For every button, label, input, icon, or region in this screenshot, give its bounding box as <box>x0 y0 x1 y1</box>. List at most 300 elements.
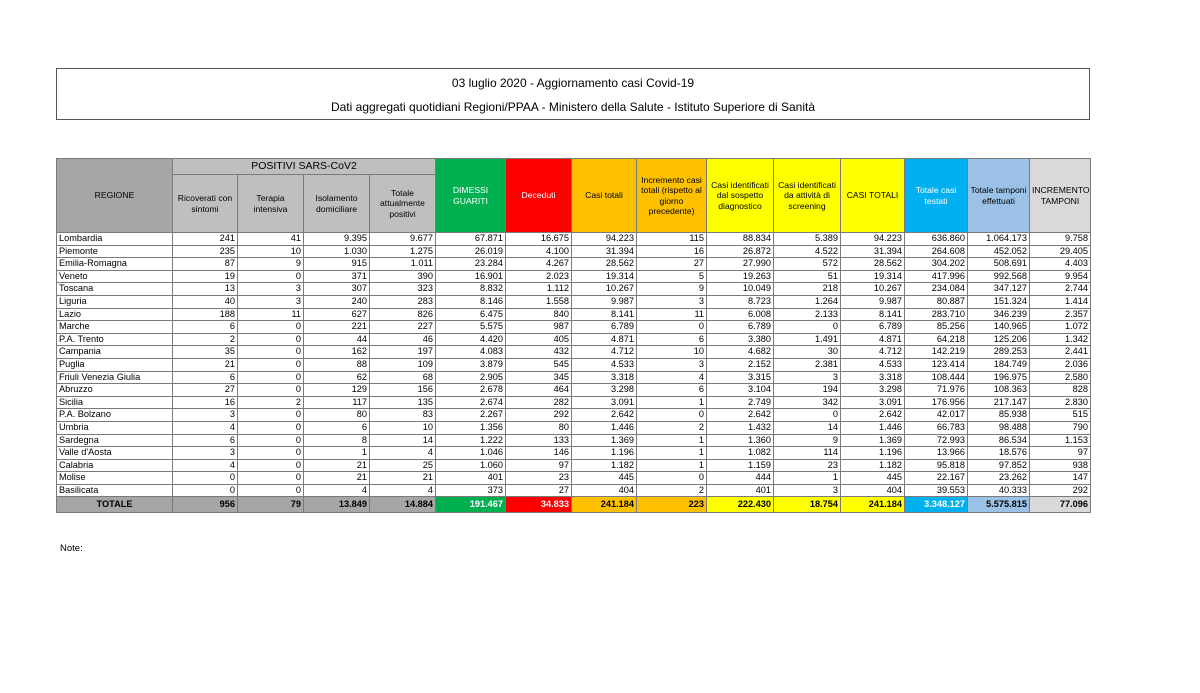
region-name-cell: Calabria <box>57 459 173 472</box>
value-cell: 1.275 <box>370 245 436 258</box>
value-cell: 1.046 <box>436 447 506 460</box>
value-cell: 140.965 <box>968 321 1030 334</box>
value-cell: 545 <box>506 358 572 371</box>
value-cell: 3 <box>238 295 304 308</box>
value-cell: 828 <box>1030 384 1091 397</box>
value-cell: 452.052 <box>968 245 1030 258</box>
header-casi-testati: Totale casi testati <box>905 159 968 233</box>
table-row <box>57 258 1091 271</box>
value-cell: 1.159 <box>707 459 774 472</box>
value-cell: 221 <box>304 321 370 334</box>
value-cell: 283.710 <box>905 308 968 321</box>
value-cell: 1.030 <box>304 245 370 258</box>
value-cell: 2.267 <box>436 409 506 422</box>
region-name-cell: P.A. Trento <box>57 333 173 346</box>
value-cell: 289.253 <box>968 346 1030 359</box>
value-cell: 2.642 <box>707 409 774 422</box>
value-cell: 4 <box>637 371 707 384</box>
table-row <box>57 358 1091 371</box>
value-cell: 840 <box>506 308 572 321</box>
value-cell: 1.082 <box>707 447 774 460</box>
value-cell: 6.008 <box>707 308 774 321</box>
region-name-cell: Lazio <box>57 308 173 321</box>
region-name-cell: Marche <box>57 321 173 334</box>
value-cell: 98.488 <box>968 421 1030 434</box>
table-row <box>57 371 1091 384</box>
total-row <box>57 497 1091 513</box>
value-cell: 62 <box>304 371 370 384</box>
value-cell: 2.905 <box>436 371 506 384</box>
value-cell: 27 <box>637 258 707 271</box>
report-title-box <box>56 68 1090 120</box>
value-cell: 6.475 <box>436 308 506 321</box>
value-cell: 0 <box>238 421 304 434</box>
value-cell: 404 <box>572 484 637 497</box>
value-cell: 72.993 <box>905 434 968 447</box>
table-row <box>57 321 1091 334</box>
value-cell: 6.789 <box>841 321 905 334</box>
region-name-cell: Piemonte <box>57 245 173 258</box>
value-cell: 0 <box>774 321 841 334</box>
value-cell: 16.901 <box>436 270 506 283</box>
value-cell: 129 <box>304 384 370 397</box>
value-cell: 445 <box>572 472 637 485</box>
value-cell: 8.723 <box>707 295 774 308</box>
value-cell: 10.267 <box>572 283 637 296</box>
total-value-cell: 79 <box>238 497 304 513</box>
value-cell: 16 <box>173 396 238 409</box>
table-row <box>57 434 1091 447</box>
value-cell: 3 <box>173 447 238 460</box>
value-cell: 13 <box>173 283 238 296</box>
value-cell: 9.987 <box>841 295 905 308</box>
value-cell: 0 <box>238 384 304 397</box>
value-cell: 27 <box>173 384 238 397</box>
value-cell: 97.852 <box>968 459 1030 472</box>
value-cell: 94.223 <box>572 233 637 246</box>
value-cell: 5.389 <box>774 233 841 246</box>
value-cell: 13.966 <box>905 447 968 460</box>
notes-label: Note: <box>60 543 83 554</box>
value-cell: 6 <box>173 434 238 447</box>
value-cell: 1.060 <box>436 459 506 472</box>
value-cell: 21 <box>304 459 370 472</box>
value-cell: 938 <box>1030 459 1091 472</box>
value-cell: 3.091 <box>572 396 637 409</box>
value-cell: 194 <box>774 384 841 397</box>
value-cell: 0 <box>238 447 304 460</box>
total-value-cell: 14.884 <box>370 497 436 513</box>
value-cell: 8 <box>304 434 370 447</box>
value-cell: 21 <box>370 472 436 485</box>
value-cell: 283 <box>370 295 436 308</box>
value-cell: 915 <box>304 258 370 271</box>
value-cell: 196.975 <box>968 371 1030 384</box>
total-value-cell: 13.849 <box>304 497 370 513</box>
value-cell: 1.558 <box>506 295 572 308</box>
value-cell: 19 <box>173 270 238 283</box>
total-value-cell: 3.348.127 <box>905 497 968 513</box>
value-cell: 9 <box>637 283 707 296</box>
value-cell: 227 <box>370 321 436 334</box>
value-cell: 987 <box>506 321 572 334</box>
value-cell: 5.575 <box>436 321 506 334</box>
header-terapia-intensiva: Terapia intensiva <box>238 175 304 233</box>
value-cell: 11 <box>637 308 707 321</box>
value-cell: 51 <box>774 270 841 283</box>
value-cell: 64.218 <box>905 333 968 346</box>
header-casi-totali-2: CASI TOTALI <box>841 159 905 233</box>
value-cell: 241 <box>173 233 238 246</box>
value-cell: 826 <box>370 308 436 321</box>
value-cell: 80 <box>304 409 370 422</box>
value-cell: 0 <box>774 409 841 422</box>
value-cell: 1.369 <box>841 434 905 447</box>
value-cell: 39.553 <box>905 484 968 497</box>
value-cell: 176.956 <box>905 396 968 409</box>
value-cell: 0 <box>173 472 238 485</box>
value-cell: 10.049 <box>707 283 774 296</box>
value-cell: 346.239 <box>968 308 1030 321</box>
value-cell: 1.222 <box>436 434 506 447</box>
value-cell: 14 <box>370 434 436 447</box>
value-cell: 6 <box>173 371 238 384</box>
value-cell: 97 <box>506 459 572 472</box>
covid-data-table <box>56 158 1091 513</box>
table-row <box>57 447 1091 460</box>
value-cell: 1.153 <box>1030 434 1091 447</box>
value-cell: 8.146 <box>436 295 506 308</box>
value-cell: 125.206 <box>968 333 1030 346</box>
value-cell: 2.580 <box>1030 371 1091 384</box>
value-cell: 1.182 <box>841 459 905 472</box>
value-cell: 2.678 <box>436 384 506 397</box>
value-cell: 80.887 <box>905 295 968 308</box>
value-cell: 10 <box>238 245 304 258</box>
value-cell: 0 <box>173 484 238 497</box>
value-cell: 4.420 <box>436 333 506 346</box>
value-cell: 636.860 <box>905 233 968 246</box>
value-cell: 1.112 <box>506 283 572 296</box>
value-cell: 1.446 <box>841 421 905 434</box>
total-value-cell: 223 <box>637 497 707 513</box>
value-cell: 404 <box>841 484 905 497</box>
header-isolamento: Isolamento domiciliare <box>304 175 370 233</box>
value-cell: 1.196 <box>841 447 905 460</box>
table-row <box>57 295 1091 308</box>
value-cell: 4.533 <box>841 358 905 371</box>
value-cell: 401 <box>436 472 506 485</box>
region-name-cell: Veneto <box>57 270 173 283</box>
value-cell: 115 <box>637 233 707 246</box>
value-cell: 2.023 <box>506 270 572 283</box>
value-cell: 2.036 <box>1030 358 1091 371</box>
value-cell: 1.196 <box>572 447 637 460</box>
value-cell: 217.147 <box>968 396 1030 409</box>
value-cell: 41 <box>238 233 304 246</box>
value-cell: 2.749 <box>707 396 774 409</box>
value-cell: 2.830 <box>1030 396 1091 409</box>
value-cell: 2.357 <box>1030 308 1091 321</box>
value-cell: 444 <box>707 472 774 485</box>
value-cell: 1.072 <box>1030 321 1091 334</box>
value-cell: 133 <box>506 434 572 447</box>
value-cell: 10 <box>370 421 436 434</box>
value-cell: 97 <box>1030 447 1091 460</box>
value-cell: 1.432 <box>707 421 774 434</box>
region-name-cell: Molise <box>57 472 173 485</box>
value-cell: 114 <box>774 447 841 460</box>
value-cell: 508.691 <box>968 258 1030 271</box>
value-cell: 147 <box>1030 472 1091 485</box>
value-cell: 71.976 <box>905 384 968 397</box>
value-cell: 25 <box>370 459 436 472</box>
value-cell: 30 <box>774 346 841 359</box>
header-ricoverati: Ricoverati con sintomi <box>173 175 238 233</box>
value-cell: 3.298 <box>572 384 637 397</box>
value-cell: 66.783 <box>905 421 968 434</box>
value-cell: 94.223 <box>841 233 905 246</box>
value-cell: 1.182 <box>572 459 637 472</box>
value-cell: 108.363 <box>968 384 1030 397</box>
total-value-cell: 241.184 <box>572 497 637 513</box>
value-cell: 28.562 <box>572 258 637 271</box>
header-incremento-casi: Incremento casi totali (rispetto al giorno precedente) <box>637 159 707 233</box>
value-cell: 8.141 <box>841 308 905 321</box>
value-cell: 95.818 <box>905 459 968 472</box>
value-cell: 1.264 <box>774 295 841 308</box>
value-cell: 0 <box>637 409 707 422</box>
value-cell: 27.990 <box>707 258 774 271</box>
value-cell: 234.084 <box>905 283 968 296</box>
total-value-cell: 222.430 <box>707 497 774 513</box>
value-cell: 3 <box>774 484 841 497</box>
header-sospetto-diagnostico: Casi identificati dal sospetto diagnostico <box>707 159 774 233</box>
value-cell: 2.744 <box>1030 283 1091 296</box>
value-cell: 46 <box>370 333 436 346</box>
value-cell: 21 <box>173 358 238 371</box>
value-cell: 9.954 <box>1030 270 1091 283</box>
value-cell: 432 <box>506 346 572 359</box>
value-cell: 342 <box>774 396 841 409</box>
value-cell: 80 <box>506 421 572 434</box>
value-cell: 2.381 <box>774 358 841 371</box>
value-cell: 1.491 <box>774 333 841 346</box>
total-value-cell: 77.096 <box>1030 497 1091 513</box>
report-title: 03 luglio 2020 - Aggiornamento casi Covid-19 <box>451 76 695 90</box>
value-cell: 292 <box>1030 484 1091 497</box>
value-cell: 146 <box>506 447 572 460</box>
value-cell: 1.446 <box>572 421 637 434</box>
total-label-cell: TOTALE <box>57 497 173 513</box>
value-cell: 2.441 <box>1030 346 1091 359</box>
value-cell: 86.534 <box>968 434 1030 447</box>
value-cell: 4.712 <box>841 346 905 359</box>
value-cell: 40.333 <box>968 484 1030 497</box>
value-cell: 515 <box>1030 409 1091 422</box>
header-screening: Casi identificati da attività di screening <box>774 159 841 233</box>
value-cell: 9.677 <box>370 233 436 246</box>
value-cell: 18.576 <box>968 447 1030 460</box>
value-cell: 0 <box>238 346 304 359</box>
value-cell: 2 <box>173 333 238 346</box>
value-cell: 156 <box>370 384 436 397</box>
region-name-cell: Umbria <box>57 421 173 434</box>
value-cell: 23 <box>774 459 841 472</box>
header-incremento-tamponi: INCREMENTO TAMPONI <box>1030 159 1091 233</box>
value-cell: 117 <box>304 396 370 409</box>
value-cell: 373 <box>436 484 506 497</box>
value-cell: 1 <box>304 447 370 460</box>
value-cell: 4 <box>370 447 436 460</box>
value-cell: 4.871 <box>841 333 905 346</box>
value-cell: 790 <box>1030 421 1091 434</box>
table-row <box>57 396 1091 409</box>
value-cell: 264.608 <box>905 245 968 258</box>
value-cell: 27 <box>506 484 572 497</box>
value-cell: 3 <box>637 358 707 371</box>
value-cell: 1 <box>637 459 707 472</box>
value-cell: 85.256 <box>905 321 968 334</box>
value-cell: 2.133 <box>774 308 841 321</box>
region-name-cell: P.A. Bolzano <box>57 409 173 422</box>
value-cell: 282 <box>506 396 572 409</box>
value-cell: 992.568 <box>968 270 1030 283</box>
value-cell: 29.405 <box>1030 245 1091 258</box>
value-cell: 3.879 <box>436 358 506 371</box>
value-cell: 2.642 <box>841 409 905 422</box>
table-row <box>57 346 1091 359</box>
total-value-cell: 5.575.815 <box>968 497 1030 513</box>
value-cell: 3.315 <box>707 371 774 384</box>
value-cell: 4.871 <box>572 333 637 346</box>
value-cell: 4 <box>370 484 436 497</box>
value-cell: 347.127 <box>968 283 1030 296</box>
value-cell: 4.083 <box>436 346 506 359</box>
value-cell: 5 <box>637 270 707 283</box>
region-name-cell: Puglia <box>57 358 173 371</box>
value-cell: 0 <box>238 409 304 422</box>
value-cell: 0 <box>637 321 707 334</box>
value-cell: 2.642 <box>572 409 637 422</box>
value-cell: 2.152 <box>707 358 774 371</box>
total-value-cell: 34.833 <box>506 497 572 513</box>
header-casi-totali: Casi totali <box>572 159 637 233</box>
value-cell: 405 <box>506 333 572 346</box>
value-cell: 4 <box>173 421 238 434</box>
value-cell: 188 <box>173 308 238 321</box>
value-cell: 9 <box>774 434 841 447</box>
header-deceduti: Deceduti <box>506 159 572 233</box>
total-value-cell: 191.467 <box>436 497 506 513</box>
value-cell: 0 <box>238 358 304 371</box>
value-cell: 4.522 <box>774 245 841 258</box>
value-cell: 572 <box>774 258 841 271</box>
value-cell: 83 <box>370 409 436 422</box>
value-cell: 85.938 <box>968 409 1030 422</box>
value-cell: 88.834 <box>707 233 774 246</box>
value-cell: 1 <box>637 447 707 460</box>
value-cell: 235 <box>173 245 238 258</box>
value-cell: 4 <box>173 459 238 472</box>
value-cell: 151.324 <box>968 295 1030 308</box>
value-cell: 67.871 <box>436 233 506 246</box>
table-row <box>57 333 1091 346</box>
value-cell: 0 <box>238 484 304 497</box>
value-cell: 4.682 <box>707 346 774 359</box>
value-cell: 390 <box>370 270 436 283</box>
value-cell: 3.091 <box>841 396 905 409</box>
region-name-cell: Liguria <box>57 295 173 308</box>
value-cell: 35 <box>173 346 238 359</box>
value-cell: 0 <box>238 472 304 485</box>
value-cell: 135 <box>370 396 436 409</box>
table-row <box>57 270 1091 283</box>
value-cell: 0 <box>238 333 304 346</box>
value-cell: 6.789 <box>572 321 637 334</box>
table-row <box>57 421 1091 434</box>
value-cell: 0 <box>637 472 707 485</box>
value-cell: 26.872 <box>707 245 774 258</box>
value-cell: 401 <box>707 484 774 497</box>
value-cell: 417.996 <box>905 270 968 283</box>
report-subtitle: Dati aggregati quotidiani Regioni/PPAA - Ministero della Salute - Istituto Superiore di Sanità <box>330 100 816 114</box>
value-cell: 16 <box>637 245 707 258</box>
value-cell: 42.017 <box>905 409 968 422</box>
value-cell: 445 <box>841 472 905 485</box>
table-row <box>57 472 1091 485</box>
value-cell: 3.318 <box>572 371 637 384</box>
table-row <box>57 384 1091 397</box>
value-cell: 14 <box>774 421 841 434</box>
value-cell: 1.414 <box>1030 295 1091 308</box>
value-cell: 22.167 <box>905 472 968 485</box>
header-tamponi: Totale tamponi effettuati <box>968 159 1030 233</box>
value-cell: 16.675 <box>506 233 572 246</box>
value-cell: 1.360 <box>707 434 774 447</box>
region-name-cell: Valle d'Aosta <box>57 447 173 460</box>
table-row <box>57 233 1091 246</box>
value-cell: 0 <box>238 321 304 334</box>
value-cell: 108.444 <box>905 371 968 384</box>
value-cell: 4.712 <box>572 346 637 359</box>
value-cell: 23.262 <box>968 472 1030 485</box>
header-regione: REGIONE <box>57 159 173 233</box>
value-cell: 197 <box>370 346 436 359</box>
value-cell: 162 <box>304 346 370 359</box>
value-cell: 6 <box>304 421 370 434</box>
value-cell: 28.562 <box>841 258 905 271</box>
value-cell: 1.342 <box>1030 333 1091 346</box>
region-name-cell: Sardegna <box>57 434 173 447</box>
total-value-cell: 241.184 <box>841 497 905 513</box>
value-cell: 184.749 <box>968 358 1030 371</box>
value-cell: 3.298 <box>841 384 905 397</box>
region-name-cell: Campania <box>57 346 173 359</box>
value-cell: 240 <box>304 295 370 308</box>
value-cell: 2 <box>637 484 707 497</box>
value-cell: 11 <box>238 308 304 321</box>
value-cell: 26.019 <box>436 245 506 258</box>
table-row <box>57 283 1091 296</box>
total-value-cell: 18.754 <box>774 497 841 513</box>
region-name-cell: Lombardia <box>57 233 173 246</box>
value-cell: 1.011 <box>370 258 436 271</box>
value-cell: 3.380 <box>707 333 774 346</box>
value-cell: 1 <box>637 434 707 447</box>
value-cell: 1.064.173 <box>968 233 1030 246</box>
value-cell: 218 <box>774 283 841 296</box>
